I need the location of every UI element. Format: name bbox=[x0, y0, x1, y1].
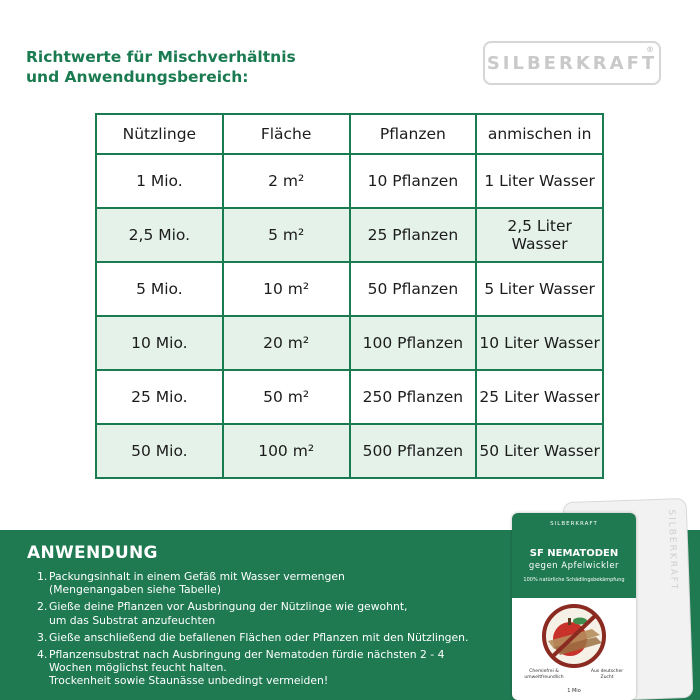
package-tagline: 100% natürliche Schädlingsbekämpfung bbox=[523, 577, 625, 583]
package-title: SF NEMATODEN bbox=[529, 548, 619, 559]
table-cell: 2,5 Liter Wasser bbox=[476, 208, 603, 262]
column-header-pflanzen: Pflanzen bbox=[350, 114, 477, 154]
package-front-image bbox=[512, 513, 636, 700]
column-header-nuetzlinge: Nützlinge bbox=[96, 114, 223, 154]
step-text: Packungsinhalt in einem Gefäß mit Wasser vermengen (Mengenangaben siehe Tabelle) bbox=[49, 570, 345, 597]
package-quantity: 1 Mio bbox=[567, 688, 581, 694]
table-row bbox=[96, 262, 603, 316]
table-header-row bbox=[96, 114, 603, 154]
package-badge-german-breeding: Aus deutscher Zucht bbox=[590, 669, 624, 680]
table-cell: 2 m² bbox=[223, 154, 350, 208]
table-cell: 10 Pflanzen bbox=[350, 154, 477, 208]
registered-mark: ® bbox=[646, 45, 654, 54]
list-item bbox=[37, 600, 517, 626]
table-cell: 25 Mio. bbox=[96, 370, 223, 424]
table-cell: 500 Pflanzen bbox=[350, 424, 477, 478]
table-cell: 25 Pflanzen bbox=[350, 208, 477, 262]
step-number: 3. bbox=[37, 630, 48, 644]
column-header-flaeche: Fläche bbox=[223, 114, 350, 154]
table-cell: 1 Mio. bbox=[96, 154, 223, 208]
step-text: Gieße deine Pflanzen vor Ausbringung der Nützlinge wie gewohnt, um das Substrat anzufeuchten bbox=[49, 600, 408, 627]
page-title-line-2: und Anwendungsbereich: bbox=[26, 68, 249, 86]
table-cell: 250 Pflanzen bbox=[350, 370, 477, 424]
package-badge-chemical-free: Chemiefrei & umweltfreundlich bbox=[524, 669, 564, 680]
step-text: Gieße anschließend die befallenen Flächen oder Pflanzen mit den Nützlingen. bbox=[49, 630, 469, 644]
list-item bbox=[37, 631, 517, 644]
column-header-anmischen: anmischen in bbox=[476, 114, 603, 154]
table-cell: 1 Liter Wasser bbox=[476, 154, 603, 208]
table-cell: 10 m² bbox=[223, 262, 350, 316]
package-back-watermark: SILBERKRAFT bbox=[665, 509, 679, 592]
table-cell: 50 Pflanzen bbox=[350, 262, 477, 316]
step-text: Pflanzensubstrat nach Ausbringung der Nematoden fürdie nächsten 2 - 4 Wochen möglichst feucht halten. Trockenheit sowie Staunässe unbedingt vermeiden! bbox=[49, 648, 445, 688]
table-cell: 50 Liter Wasser bbox=[476, 424, 603, 478]
brand-logo-text: SILBERKRAFT bbox=[486, 52, 658, 74]
step-number: 2. bbox=[37, 600, 48, 614]
table-row bbox=[96, 208, 603, 262]
table-row bbox=[96, 316, 603, 370]
table-cell: 5 Mio. bbox=[96, 262, 223, 316]
brand-logo bbox=[483, 41, 661, 85]
usage-steps-list bbox=[37, 570, 517, 692]
table-cell: 50 m² bbox=[223, 370, 350, 424]
table-row bbox=[96, 370, 603, 424]
table-row bbox=[96, 154, 603, 208]
step-number: 1. bbox=[37, 570, 48, 583]
table-cell: 2,5 Mio. bbox=[96, 208, 223, 262]
list-item bbox=[37, 648, 517, 688]
page-title bbox=[26, 47, 296, 87]
dosage-table bbox=[95, 113, 604, 479]
table-cell: 25 Liter Wasser bbox=[476, 370, 603, 424]
table-cell: 5 m² bbox=[223, 208, 350, 262]
step-number: 4. bbox=[37, 648, 48, 662]
table-cell: 10 Liter Wasser bbox=[476, 316, 603, 370]
codling-moth-prohibited-icon bbox=[534, 601, 614, 671]
list-item bbox=[37, 570, 517, 596]
usage-heading: ANWENDUNG bbox=[27, 543, 158, 563]
table-cell: 20 m² bbox=[223, 316, 350, 370]
table-cell: 100 m² bbox=[223, 424, 350, 478]
page-title-line-1: Richtwerte für Mischverhältnis bbox=[26, 48, 296, 66]
package-subtitle: gegen Apfelwickler bbox=[528, 561, 620, 571]
table-cell: 50 Mio. bbox=[96, 424, 223, 478]
table-row bbox=[96, 424, 603, 478]
package-brand: SILBERKRAFT bbox=[550, 521, 598, 527]
table-cell: 5 Liter Wasser bbox=[476, 262, 603, 316]
table-cell: 100 Pflanzen bbox=[350, 316, 477, 370]
table-cell: 10 Mio. bbox=[96, 316, 223, 370]
